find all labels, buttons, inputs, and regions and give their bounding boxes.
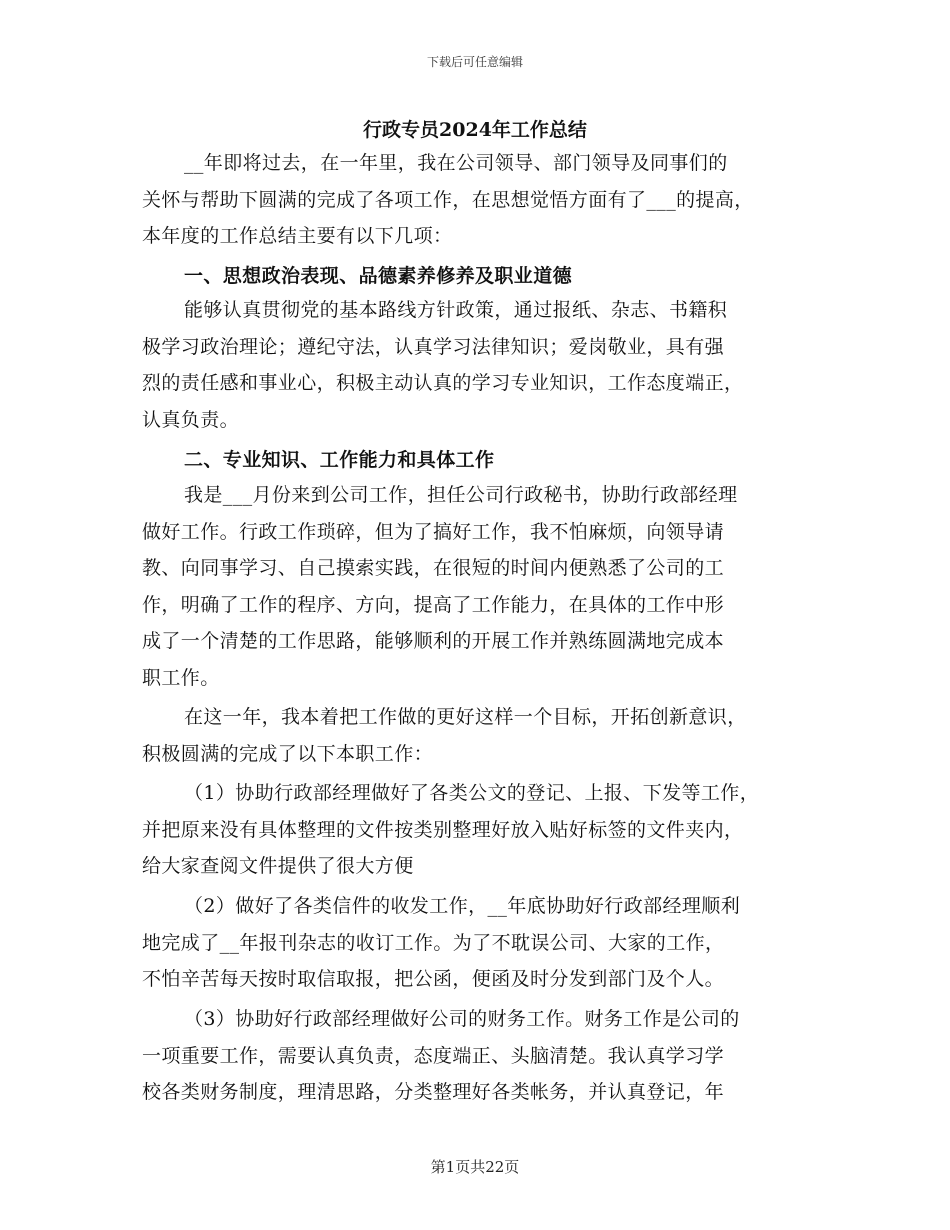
list-item-3: [142, 1001, 822, 1111]
text-line: （3）协助好行政部经理做好公司的财务工作。财务工作是公司的: [184, 1008, 740, 1030]
text-line: 校各类财务制度，理清思路，分类整理好各类帐务，并认真登记，年: [142, 1081, 725, 1103]
page-header-note: 下载后可任意编辑: [426, 55, 523, 69]
text-line: 地完成了__年报刊杂志的收订工作。为了不耽误公司、大家的工作，: [142, 931, 725, 954]
list-item-2: [142, 888, 822, 998]
text-line: 一项重要工作，需要认真负责，态度端正、头脑清楚。我认真学习学: [142, 1044, 725, 1067]
text-line: 做好工作。行政工作琐碎，但为了搞好工作，我不怕麻烦，向领导请: [142, 520, 725, 543]
page-number-footer: 第1页共22页: [430, 1158, 520, 1176]
text-line: __年即将过去，在一年里，我在公司领导、部门领导及同事们的: [184, 152, 728, 174]
intro-paragraph: [142, 145, 822, 255]
text-line: 能够认真贯彻党的基本路线方针政策，通过报纸、杂志、书籍积: [184, 299, 728, 321]
text-line: （2）做好了各类信件的收发工作，__年底协助好行政部经理顺利: [184, 895, 741, 917]
text-line: 烈的责任感和事业心，积极主动认真的学习专业知识，工作态度端正，: [142, 372, 744, 394]
text-line: 认真负责。: [142, 408, 240, 431]
text-line: 职工作。: [142, 666, 220, 689]
section2-paragraph-1: [142, 477, 822, 696]
text-line: 关怀与帮助下圆满的完成了各项工作，在思想觉悟方面有了___的提高，: [142, 188, 754, 211]
text-line: 我是___月份来到公司工作，担任公司行政秘书，协助行政部经理: [184, 484, 738, 506]
text-line: 极学习政治理论；遵纪守法，认真学习法律知识；爱岗敬业，具有强: [142, 335, 725, 358]
section1-paragraph: [142, 292, 822, 438]
text-line: 并把原来没有具体整理的文件按类别整理好放入贴好标签的文件夹内，: [142, 818, 744, 841]
text-line: 积极圆满的完成了以下本职工作：: [142, 742, 434, 765]
text-line: 在这一年，我本着把工作做的更好这样一个目标，开拓创新意识，: [184, 706, 747, 728]
text-line: 给大家查阅文件提供了很大方便: [142, 855, 414, 877]
text-line: 教、向同事学习、自己摸索实践，在很短的时间内便熟悉了公司的工: [142, 557, 725, 579]
list-item-1: [142, 775, 822, 885]
text-line: 不怕辛苦每天按时取信取报，把公函，便函及时分发到部门及个人。: [142, 968, 725, 990]
text-line: 成了一个清楚的工作思路，能够顺利的开展工作并熟练圆满地完成本: [142, 630, 725, 652]
text-line: 本年度的工作总结主要有以下几项：: [142, 225, 453, 247]
text-line: 作，明确了工作的程序、方向，提高了工作能力，在具体的工作中形: [142, 593, 725, 616]
document-title: 行政专员2024年工作总结: [363, 119, 587, 141]
text-line: （1）协助行政部经理做好了各类公文的登记、上报、下发等工作，: [184, 782, 760, 804]
section-heading-2: 二、专业知识、工作能力和具体工作: [184, 449, 495, 471]
section-heading-1: 一、思想政治表现、品德素养修养及职业道德: [184, 265, 573, 287]
section2-paragraph-2: [142, 699, 822, 772]
